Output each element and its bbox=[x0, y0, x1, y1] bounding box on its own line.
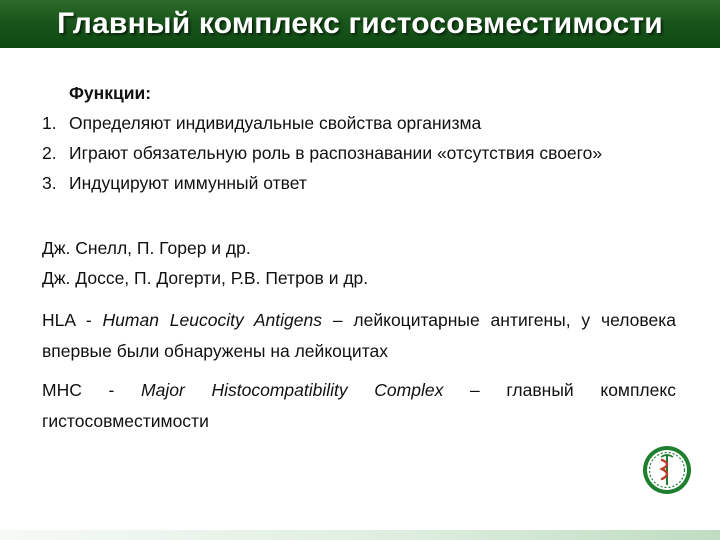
slide-title: Главный комплекс гистосовместимости bbox=[57, 7, 663, 40]
authors-line: Дж. Доссе, П. Догерти, Р.В. Петров и др. bbox=[42, 268, 369, 288]
function-text: Индуцируют иммунный ответ bbox=[69, 173, 307, 193]
title-bar bbox=[0, 0, 720, 48]
mhc-description: – главный комплекс гистосовместимости bbox=[42, 380, 676, 431]
hla-abbr: HLA bbox=[42, 310, 76, 330]
slide-content bbox=[42, 78, 676, 437]
mhc-term: Major Histocompatibility Complex bbox=[141, 380, 444, 400]
hla-separator: - bbox=[75, 310, 103, 330]
function-item bbox=[42, 138, 676, 168]
medical-caduceus-emblem-icon bbox=[641, 444, 693, 496]
hla-definition bbox=[42, 305, 676, 367]
mhc-separator: - bbox=[81, 380, 142, 400]
hla-description: – лейкоцитарные антигены, у человека впервые были обнаружены на лейкоцитах bbox=[42, 310, 676, 361]
function-item bbox=[42, 108, 676, 138]
mhc-abbr: MHC bbox=[42, 380, 82, 400]
function-text: Определяют индивидуальные свойства организма bbox=[69, 113, 482, 133]
authors-block bbox=[42, 233, 676, 293]
authors-line: Дж. Снелл, П. Горер и др. bbox=[42, 238, 251, 258]
function-number: 2. bbox=[42, 143, 57, 163]
function-text: Играют обязательную роль в распознавании «отсутствия своего» bbox=[69, 143, 603, 163]
function-number: 3. bbox=[42, 173, 57, 193]
function-number: 1. bbox=[42, 113, 57, 133]
bottom-decor-strip bbox=[0, 530, 720, 540]
hla-term: Human Leucocity Antigens bbox=[102, 310, 322, 330]
function-item bbox=[42, 168, 676, 198]
functions-list bbox=[42, 108, 676, 198]
mhc-definition bbox=[42, 375, 676, 437]
functions-heading: Функции: bbox=[69, 83, 152, 103]
